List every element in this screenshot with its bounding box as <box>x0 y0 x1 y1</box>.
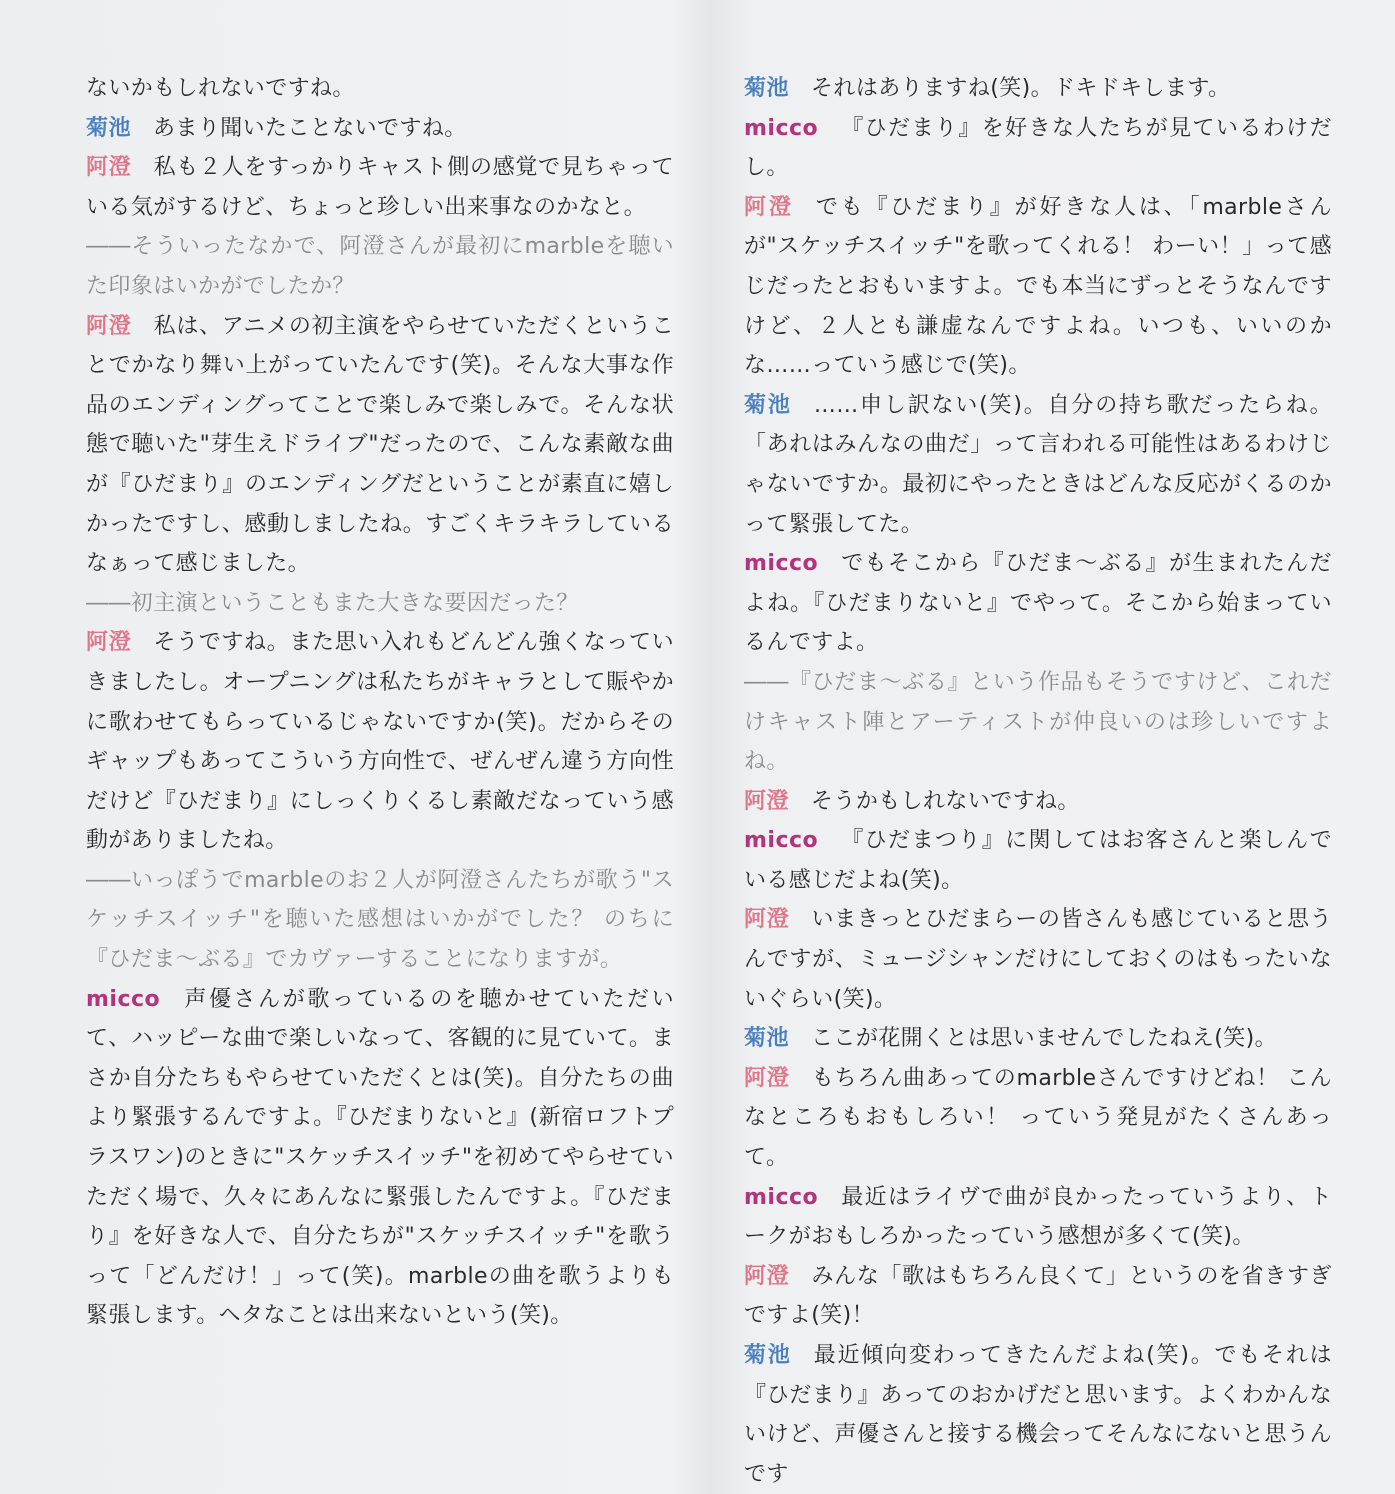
speech-text: 『ひだまつり』に関してはお客さんと楽しんでいる感じだよね(笑)。 <box>744 828 1332 893</box>
speaker-line <box>744 544 1332 663</box>
speaker-name: 阿澄 <box>744 1065 790 1091</box>
speaker-line <box>86 148 674 227</box>
speaker-name: 阿澄 <box>744 788 790 814</box>
speaker-line <box>744 1178 1332 1257</box>
speaker-line <box>86 109 674 149</box>
speech-text: そうですね。また思い入れもどんどん強くなっていきましたし。オープニングは私たちがキャラとして賑やかに歌わせてもらっているじゃないですか(笑)。だからそのギャップもあってこういう方向性で、ぜんぜん違う方向性だけど『ひだまり』にしっくりくるし素敵だなっていう感動がありましたね。 <box>86 630 674 854</box>
speech-text: 私は、アニメの初主演をやらせていただくということでかなり舞い上がっていたんです(笑)。そんな大事な作品のエンディングってことで楽しみで楽しみで。そんな状態で聴いた"芽生えドライブ"だったので、こんな素敵な曲が『ひだまり』のエンディングだということが素直に嬉しかったですし、感動しましたね。すごくキラキラしているなぁって感じました。 <box>86 313 674 577</box>
speaker-name: 阿澄 <box>86 630 132 656</box>
interviewer-question <box>744 663 1332 782</box>
speaker-name: 菊池 <box>86 115 132 141</box>
speech-text: そうかもしれないですね。 <box>811 788 1080 814</box>
speaker-name: 菊池 <box>744 392 792 418</box>
speech-text: 最近はライヴで曲が良かったっていうより、トークがおもしろかったっていう感想が多くて(笑)。 <box>744 1184 1332 1250</box>
question-text: ――いっぽうでmarbleのお２人が阿澄さんたちが歌う"スケッチスイッチ"を聴いた感想はいかがでした？ のちに『ひだま～ぶる』でカヴァーすることになりますが。 <box>86 867 674 973</box>
continued-speech <box>86 69 674 109</box>
speaker-name: 菊池 <box>744 1026 790 1052</box>
speech-text: ないかもしれないですね。 <box>86 76 355 101</box>
speech-text: 声優さんが歌っているのを聴かせていただいて、ハッピーな曲で楽しいなって、客観的に見ていて。まさか自分たちもやらせていただくとは(笑)。自分たちの曲より緊張するんですよ。『ひだまりないと』(新宿ロフトプラスワン)のときに"スケッチスイッチ"を初めてやらせていただく場で、久々にあんなに緊張したんですよ。『ひだまり』を好きな人で、自分たちが"スケッチスイッチ"を歌うって「どんだけ！」って(笑)。marbleの曲を歌うよりも緊張します。ヘタなことは出来ないという(笑)。 <box>86 986 674 1329</box>
speaker-name: micco <box>744 828 819 854</box>
speaker-name: 阿澄 <box>744 907 790 933</box>
speaker-name: 阿澄 <box>744 194 794 220</box>
question-text: ――『ひだま～ぶる』という作品もそうですけど、これだけキャスト陣とアーティストが仲良いのは珍しいですよね。 <box>744 669 1332 775</box>
speech-text: もちろん曲あってのmarbleさんですけどね！ こんなところもおもしろい！ っていう発見がたくさんあって。 <box>744 1065 1332 1171</box>
interviewer-question <box>86 861 674 980</box>
speaker-line <box>86 307 674 584</box>
speech-text: でも『ひだまり』が好きな人は、「marbleさんが"スケッチスイッチ"を歌ってくれる！ わーい！」って感じだったとおもいますよ。でも本当にずっとそうなんですけど、２人とも謙虚なんですよね。いつも、いいのかな……っていう感じで(笑)。 <box>744 194 1332 379</box>
speaker-line <box>744 69 1332 109</box>
speaker-line <box>744 386 1332 544</box>
speaker-name: 阿澄 <box>744 1263 790 1289</box>
speaker-line <box>744 109 1332 188</box>
speaker-line <box>744 1336 1332 1494</box>
speech-text: 私も２人をすっかりキャスト側の感覚で見ちゃっている気がするけど、ちょっと珍しい出来事なのかなと。 <box>86 155 674 220</box>
speaker-line <box>744 1019 1332 1059</box>
speaker-line <box>744 188 1332 386</box>
speech-text: でもそこから『ひだま～ぶる』が生まれたんだよね。『ひだまりないと』でやって。そこから始まっているんですよ。 <box>744 551 1332 656</box>
speech-text: みんな「歌はもちろん良くて」というのを省きすぎですよ(笑)！ <box>744 1263 1332 1329</box>
speech-text: 『ひだまり』を好きな人たちが見ているわけだし。 <box>744 115 1332 181</box>
speaker-line <box>744 1059 1332 1178</box>
interviewer-question <box>86 227 674 306</box>
speaker-name: micco <box>86 986 161 1012</box>
speaker-line <box>744 900 1332 1019</box>
speech-text: ここが花開くとは思いませんでしたねえ(笑)。 <box>811 1026 1277 1052</box>
question-text: ――初主演ということもまた大きな要因だった？ <box>86 590 579 616</box>
right-column <box>744 69 1332 1494</box>
speech-text: 最近傾向変わってきたんだよね(笑)。でもそれは『ひだまり』あってのおかげだと思います。よくわかんないけど、声優さんと接する機会ってそんなにないと思うんです <box>744 1343 1332 1487</box>
speech-text: あまり聞いたことないですね。 <box>153 115 467 141</box>
speaker-name: micco <box>744 115 819 141</box>
speech-text: それはありますね(笑)。ドキドキします。 <box>811 76 1231 101</box>
speaker-name: 阿澄 <box>86 313 132 339</box>
speaker-line <box>744 1257 1332 1336</box>
speaker-name: 菊池 <box>744 76 790 101</box>
interviewer-question <box>86 584 674 624</box>
left-column <box>86 69 674 1336</box>
question-text: ――そういったなかで、阿澄さんが最初にmarbleを聴いた印象はいかがでしたか？ <box>86 234 674 299</box>
speech-text: ……申し訳ない(笑)。自分の持ち歌だったらね。「あれはみんなの曲だ」って言われる可能性はあるわけじゃないですか。最初にやったときはどんな反応がくるのかって緊張してた。 <box>744 392 1332 537</box>
speaker-line <box>86 623 674 861</box>
speaker-line <box>744 821 1332 900</box>
speaker-line <box>744 782 1332 822</box>
speaker-name: micco <box>744 1184 819 1210</box>
speech-text: いまきっとひだまらーの皆さんも感じていると思うんですが、ミュージシャンだけにしておくのはもったいないぐらい(笑)。 <box>744 907 1332 1012</box>
speaker-name: micco <box>744 551 819 577</box>
speaker-line <box>86 980 674 1336</box>
speaker-name: 菊池 <box>744 1343 792 1368</box>
speaker-name: 阿澄 <box>86 155 132 181</box>
